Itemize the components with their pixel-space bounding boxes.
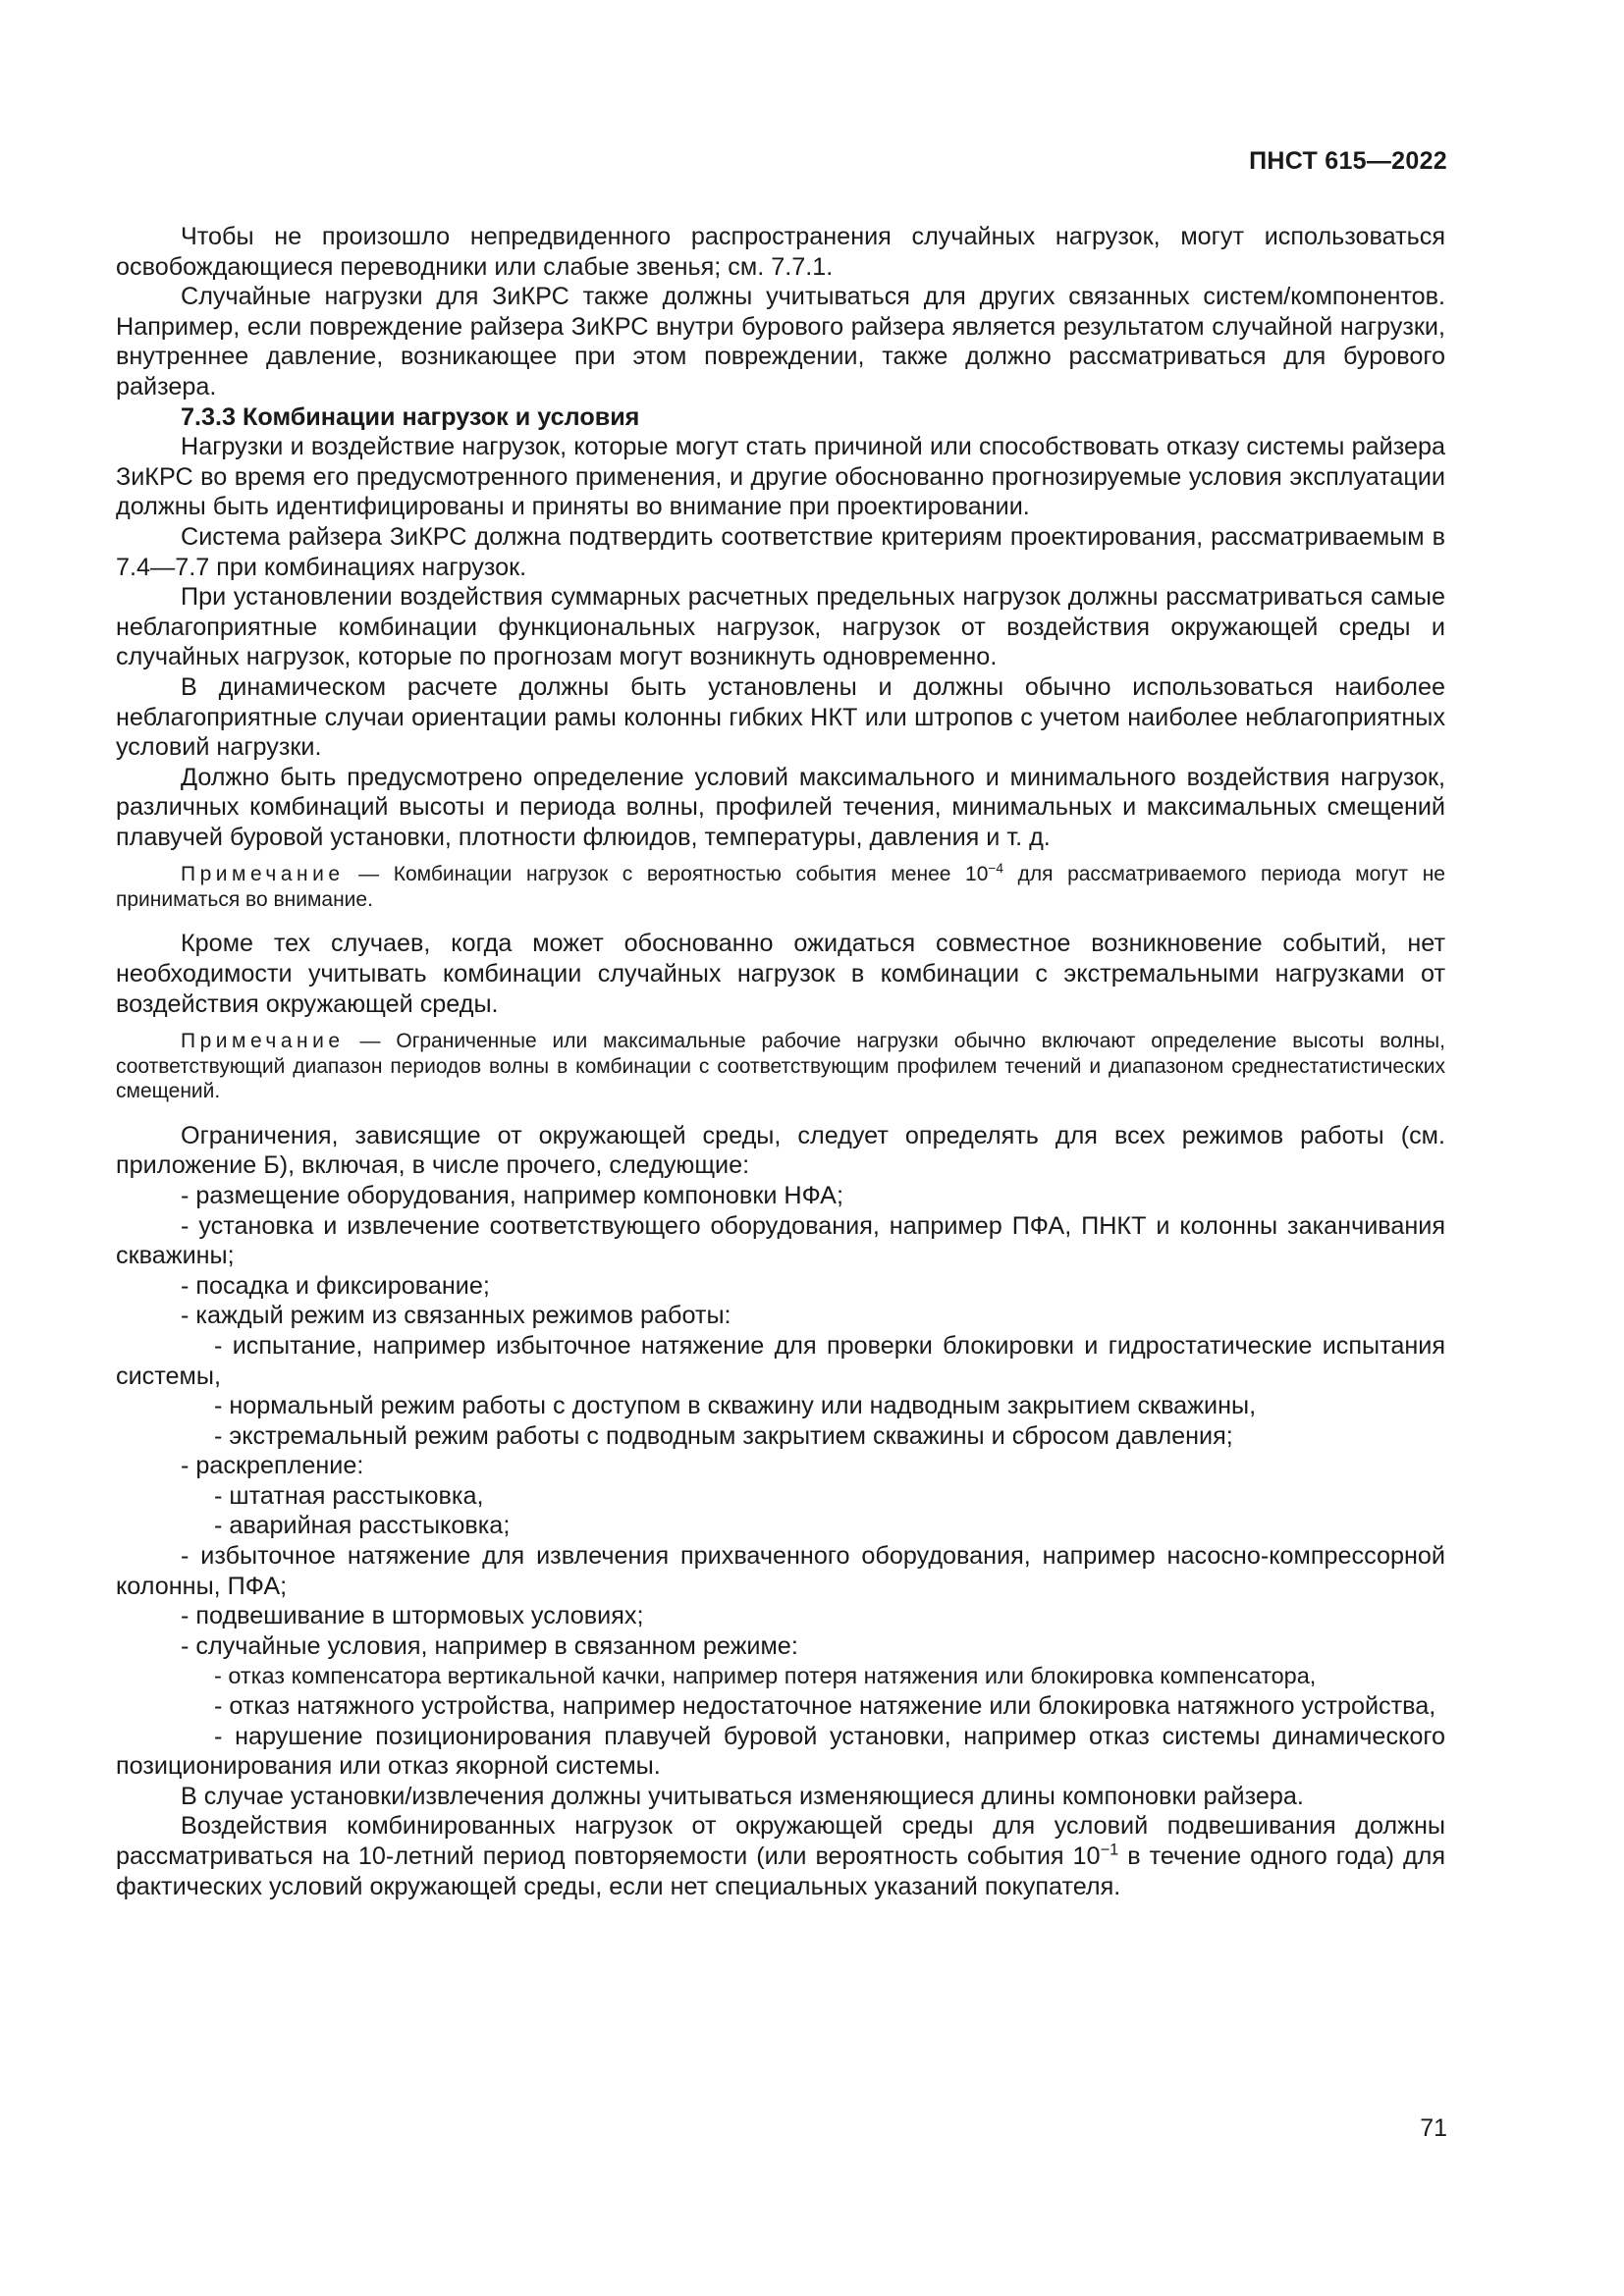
note — [116, 862, 1445, 912]
paragraph: Кроме тех случаев, когда может обоснованно ожидаться совместное возникновение событий, нет необходимости учитывать комбинации случайных нагрузок в комбинации с экстремальными нагрузками от воздействия окружающей среды. — [116, 930, 1445, 1018]
sub-list-item: - экстремальный режим работы с подводным закрытием скважины и сбросом давления; — [214, 1421, 1233, 1450]
note-exponent: −4 — [988, 861, 1003, 877]
paragraph: Должно быть предусмотрено определение условий максимального и минимального воздействия нагрузок, различных комбинаций высоты и периода волны, профилей течения, минимальных и максимальных смещений плавучей буровой установки, плотности флюидов, температуры, давления и т. д. — [116, 763, 1445, 851]
list-item: - каждый режим из связанных режимов работы: — [181, 1302, 731, 1330]
paragraph: Система райзера ЗиКРС должна подтвердить соответствие критериям проектирования, рассматриваемым в 7.4—7.7 при комбинациях нагрузок. — [116, 522, 1445, 581]
list-item: - подвешивание в штормовых условиях; — [181, 1602, 644, 1630]
sub-list-item: - отказ компенсатора вертикальной качки, например потеря натяжения или блокировка компенсатора, — [214, 1663, 1317, 1689]
paragraph — [116, 1811, 1445, 1901]
document-code: ПНСТ 615—2022 — [1249, 147, 1447, 175]
section-heading: 7.3.3 Комбинации нагрузок и условия — [181, 402, 640, 431]
list-item: - случайные условия, например в связанном режиме: — [181, 1631, 798, 1660]
page-content — [116, 222, 1445, 1901]
sub-list-item: - штатная расстыковка, — [214, 1481, 484, 1510]
paragraph: В случае установки/извлечения должны учитываться изменяющиеся длины компоновки райзера. — [181, 1782, 1304, 1810]
sub-list-item: - испытание, например избыточное натяжение для проверки блокировки и гидростатические испытания системы, — [116, 1331, 1445, 1390]
note-label: Примечание — [181, 863, 345, 886]
note-text: — Ограниченные или максимальные рабочие нагрузки обычно включают определение высоты волны, соответствующий диапазон периодов волны в комбинации с соответствующим профилем течений и диапазоном среднестатистических смещений. — [116, 1030, 1445, 1103]
page-number: 71 — [1420, 2114, 1447, 2142]
paragraph: Случайные нагрузки для ЗиКРС также должны учитываться для других связанных систем/компонентов. Например, если повреждение райзера ЗиКРС внутри бурового райзера является результатом случайной нагрузки, внутреннее давление, возникающее при этом повреждении, также должно рассматриваться для бурового райзера. — [116, 283, 1445, 400]
note-text: для рассматриваемого периода могут не приниматься во внимание. — [116, 863, 1445, 911]
paragraph: Чтобы не произошло непредвиденного распространения случайных нагрузок, могут использоваться освобождающиеся переводники или слабые звенья; см. 7.7.1. — [116, 223, 1445, 281]
list-item: - размещение оборудования, например компоновки НФА; — [181, 1181, 843, 1209]
paragraph: Ограничения, зависящие от окружающей среды, следует определять для всех режимов работы (см. приложение Б), включая, в числе прочего, следующие: — [116, 1121, 1445, 1180]
paragraph-text: в течение одного года) для фактических условий окружающей среды, если нет специальных указаний покупателя. — [116, 1842, 1445, 1900]
note-label: Примечание — [181, 1030, 345, 1053]
paragraph-text: Воздействия комбинированных нагрузок от окружающей среды для условий подвешивания должны рассматриваться на 10-летний период повторяемости (или вероятность события 10 — [116, 1812, 1445, 1870]
list-item: - установка и извлечение соответствующего оборудования, например ПФА, ПНКТ и колонны заканчивания скважины; — [116, 1211, 1445, 1270]
paragraph: В динамическом расчете должны быть установлены и должны обычно использоваться наиболее неблагоприятные случаи ориентации рамы колонны гибких НКТ или штропов с учетом наиболее неблагоприятных условий нагрузки. — [116, 672, 1445, 762]
note-text: — Комбинации нагрузок с вероятностью события менее 10 — [344, 863, 989, 886]
sub-list-item: - отказ натяжного устройства, например недостаточное натяжение или блокировка натяжного устройства, — [214, 1692, 1436, 1721]
sub-list-item: - нарушение позиционирования плавучей буровой установки, например отказ системы динамического позиционирования или отказ якорной системы. — [116, 1722, 1445, 1781]
list-item: - раскрепление: — [181, 1452, 364, 1480]
paragraph: Нагрузки и воздействие нагрузок, которые могут стать причиной или способствовать отказу системы райзера ЗиКРС во время его предусмотренного применения, и другие обоснованно прогнозируемые условия эксплуатации должны быть идентифицированы и приняты во внимание при проектировании. — [116, 433, 1445, 521]
sub-list-item: - аварийная расстыковка; — [214, 1512, 511, 1540]
list-item: - посадка и фиксирование; — [181, 1271, 490, 1300]
note — [116, 1029, 1445, 1104]
list-item: - избыточное натяжение для извлечения прихваченного оборудования, например насосно-компрессорной колонны, ПФА; — [116, 1542, 1445, 1600]
paragraph: При установлении воздействия суммарных расчетных предельных нагрузок должны рассматриваться самые неблагоприятные комбинации функциональных нагрузок, нагрузок от воздействия окружающей среды и случайных нагрузок, которые по прогнозам могут возникнуть одновременно. — [116, 583, 1445, 671]
sub-list-item: - нормальный режим работы с доступом в скважину или надводным закрытием скважины, — [214, 1392, 1257, 1420]
exponent: −1 — [1100, 1841, 1119, 1859]
